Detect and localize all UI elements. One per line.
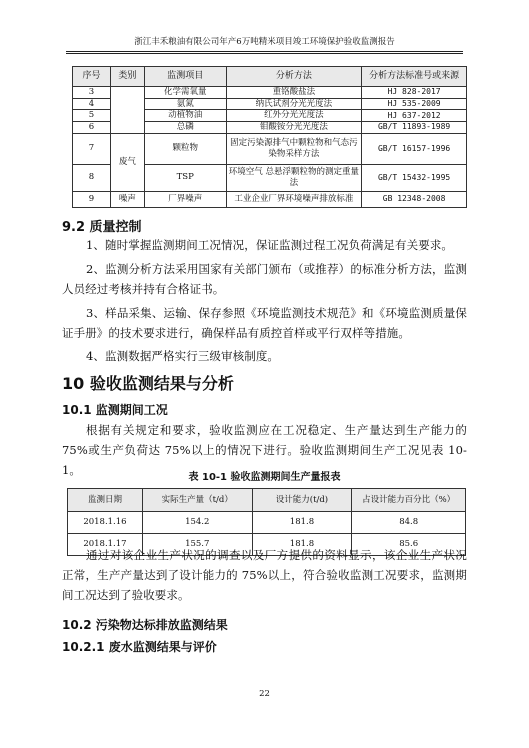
section-10-2-title: 10.2 污染物达标排放监测结果 [62,618,228,632]
cell-design: 181.8 [252,534,352,556]
cell-method: 红外分光光度法 [226,110,362,122]
cell-standard: GB/T 16157-1996 [362,133,467,164]
table-caption: 表 10-1 验收监测期间生产量报表 [188,472,341,483]
cell-standard: HJ 828-2017 [362,87,467,99]
cell-design: 181.8 [252,512,352,534]
cell-percent: 85.6 [352,534,466,556]
conclusion-paragraph: 通过对该企业生产状况的调查以及厂方提供的资料显示，该企业生产状况正常，生产产量达到了设计能力的 75%以上，符合验收监测工况要求，监测期间工况达到了验收要求。 [62,548,467,602]
cell-actual: 154.2 [142,512,252,534]
cell-item: 厂界噪声 [144,191,226,207]
table-row [73,133,467,164]
cell-no: 9 [73,191,111,207]
section-10-1-paragraph: 根据有关规定和要求，验收监测应在工况稳定、生产量达到生产能力的75%或生产负荷达 75%以上的情况下进行。验收监测期间生产工况见表 10-1。 [62,423,467,477]
section-9-2-paragraph-3: 3、样品采集、运输、保存参照《环境监测技术规范》和《环境监测质量保证手册》的技术要求进行，确保样品有质控首样或平行双样等措施。 [62,306,467,340]
cell-method: 工业企业厂界环境噪声排放标准 [226,191,362,207]
section-10-title: 10 验收监测结果与分析 [62,374,234,393]
col-header-method: 分析方法 [226,67,362,87]
cell-standard: GB 12348-2008 [362,191,467,207]
table-header-row [68,489,466,512]
col-header-standard: 分析方法标准号或来源 [362,67,467,87]
cell-method: 钼酸铵分光光度法 [226,121,362,133]
cell-method: 重铬酸盐法 [226,87,362,99]
cell-standard: HJ 535-2009 [362,98,467,110]
cell-standard: GB/T 11893-1989 [362,121,467,133]
cell-item: 颗粒物 [144,133,226,164]
cell-item: 化学需氧量 [144,87,226,99]
cell-no: 6 [73,121,111,133]
table-row [73,191,467,207]
cell-item: 氨氮 [144,98,226,110]
cell-category-noise: 噪声 [110,191,144,207]
table-row [73,87,467,99]
page-number: 22 [259,689,270,699]
cell-percent: 84.8 [352,512,466,534]
cell-method: 环境空气 总悬浮颗粒物的测定重量法 [226,164,362,191]
table-row [68,512,466,534]
col-header-actual: 实际生产量（t/d） [142,489,252,512]
section-9-2-title: 9.2 质量控制 [62,220,142,235]
section-10-2-1-title: 10.2.1 废水监测结果与评价 [62,640,217,654]
cell-no: 3 [73,87,111,99]
col-header-no: 序号 [73,67,111,87]
col-header-design: 设计能力(t/d) [252,489,352,512]
section-9-2-paragraph-1: 1、随时掌握监测期间工况情况，保证监测过程工况负荷满足有关要求。 [86,238,454,252]
cell-item: 总磷 [144,121,226,133]
cell-item: TSP [144,164,226,191]
col-header-date: 监测日期 [68,489,143,512]
cell-category-gas: 废气 [110,133,144,191]
section-9-2-paragraph-4: 4、监测数据严格实行三级审核制度。 [86,349,280,363]
col-header-category: 类别 [110,67,144,87]
analysis-methods-table [72,66,467,208]
cell-no: 8 [73,164,111,191]
table-header-row [73,67,467,87]
section-10-1-title: 10.1 监测期间工况 [62,403,168,417]
cell-no: 7 [73,133,111,164]
cell-method: 纳氏试剂分光光度法 [226,98,362,110]
section-9-2-paragraph-2: 2、监测分析方法采用国家有关部门颁布（或推荐）的标准分析方法，监测人员经过考核并持有合格证书。 [62,262,467,296]
page-header: 浙江丰禾粮油有限公司年产6万吨精米项目竣工环境保护验收监测报告 [66,35,463,52]
col-header-percent: 占设计能力百分比（%） [352,489,466,512]
cell-actual: 155.7 [142,534,252,556]
cell-standard: HJ 637-2012 [362,110,467,122]
cell-date: 2018.1.16 [68,512,143,534]
cell-category-empty [110,87,144,134]
col-header-item: 监测项目 [144,67,226,87]
cell-no: 4 [73,98,111,110]
cell-item: 动植物油 [144,110,226,122]
cell-no: 5 [73,110,111,122]
cell-standard: GB/T 15432-1995 [362,164,467,191]
cell-method: 固定污染源排气中颗粒物和气态污染物采样方法 [226,133,362,164]
cell-date: 2018.1.17 [68,534,143,556]
